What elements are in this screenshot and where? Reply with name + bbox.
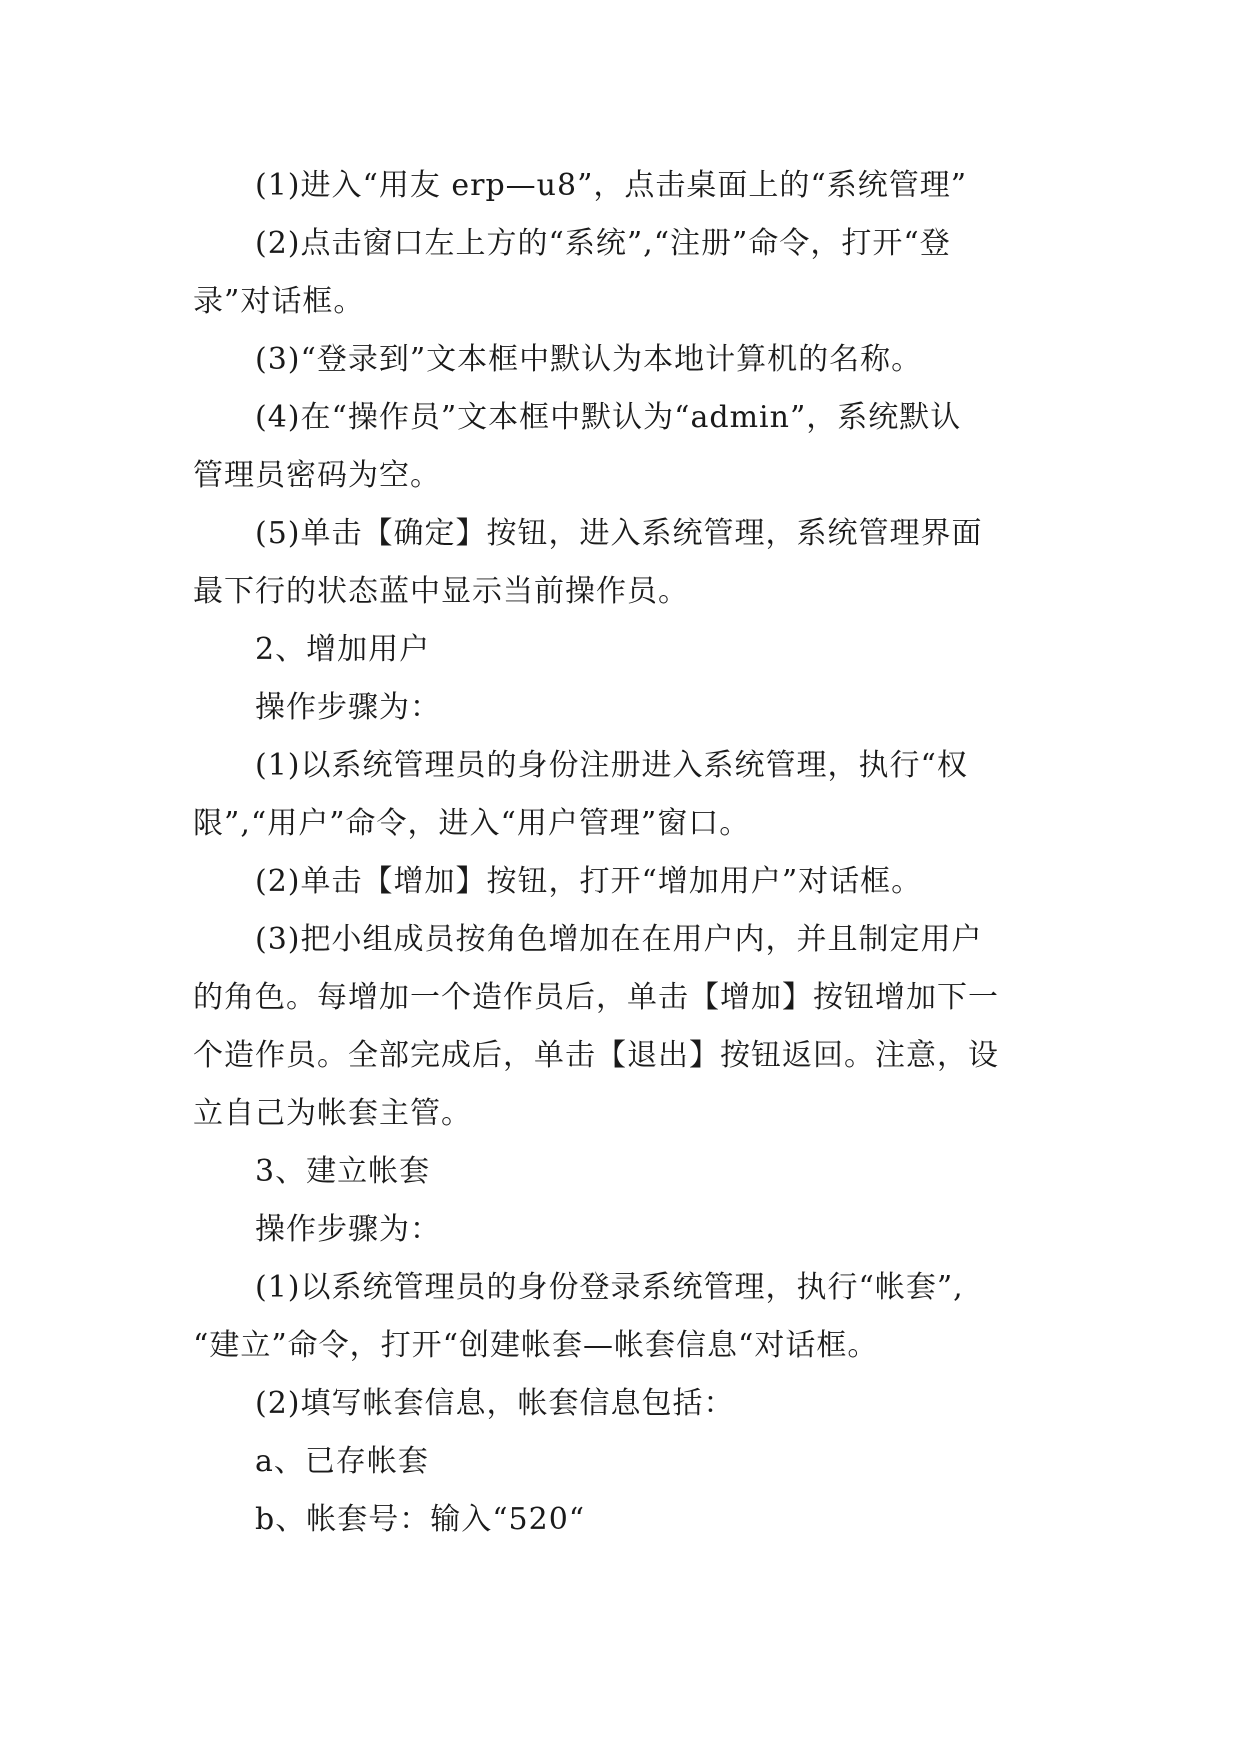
list-item: b、帐套号：输入“520“ <box>255 1502 586 1537</box>
paragraph-line: 管理员密码为空。 <box>193 458 441 493</box>
paragraph-line: 最下行的状态蓝中显示当前操作员。 <box>193 574 689 609</box>
section-heading: 3、建立帐套 <box>255 1154 431 1189</box>
paragraph-line: 限”,“用户”命令，进入“用户管理”窗口。 <box>193 806 751 841</box>
paragraph-line: 操作步骤为： <box>255 690 441 725</box>
paragraph-line: (2)单击【增加】按钮，打开“增加用户”对话框。 <box>255 864 923 899</box>
paragraph-line: (4)在“操作员”文本框中默认为“admin”，系统默认 <box>255 400 962 435</box>
paragraph-line: (1)进入“用友 erp—u8”，点击桌面上的“系统管理” <box>255 168 968 203</box>
paragraph-line: (5)单击【确定】按钮，进入系统管理，系统管理界面 <box>255 516 983 551</box>
paragraph-line: (1)以系统管理员的身份登录系统管理，执行“帐套”, <box>255 1270 964 1305</box>
paragraph-line: (1)以系统管理员的身份注册进入系统管理，执行“权 <box>255 748 968 783</box>
list-item: a、已存帐套 <box>255 1444 429 1479</box>
paragraph-line: (2)填写帐套信息，帐套信息包括： <box>255 1386 735 1421</box>
paragraph-line: (3)“登录到”文本框中默认为本地计算机的名称。 <box>255 342 923 377</box>
section-heading: 2、增加用户 <box>255 632 431 667</box>
paragraph-line: 个造作员。全部完成后，单击【退出】按钮返回。注意，设 <box>193 1038 999 1073</box>
paragraph-line: (3)把小组成员按角色增加在在用户内，并且制定用户 <box>255 922 983 957</box>
paragraph-line: 录”对话框。 <box>193 284 365 319</box>
paragraph-line: “建立”命令，打开“创建帐套—帐套信息“对话框。 <box>193 1328 879 1363</box>
paragraph-line: 的角色。每增加一个造作员后，单击【增加】按钮增加下一 <box>193 980 999 1015</box>
paragraph-line: 立自己为帐套主管。 <box>193 1096 472 1131</box>
paragraph-line: 操作步骤为： <box>255 1212 441 1247</box>
paragraph-line: (2)点击窗口左上方的“系统”,“注册”命令，打开“登 <box>255 226 951 261</box>
